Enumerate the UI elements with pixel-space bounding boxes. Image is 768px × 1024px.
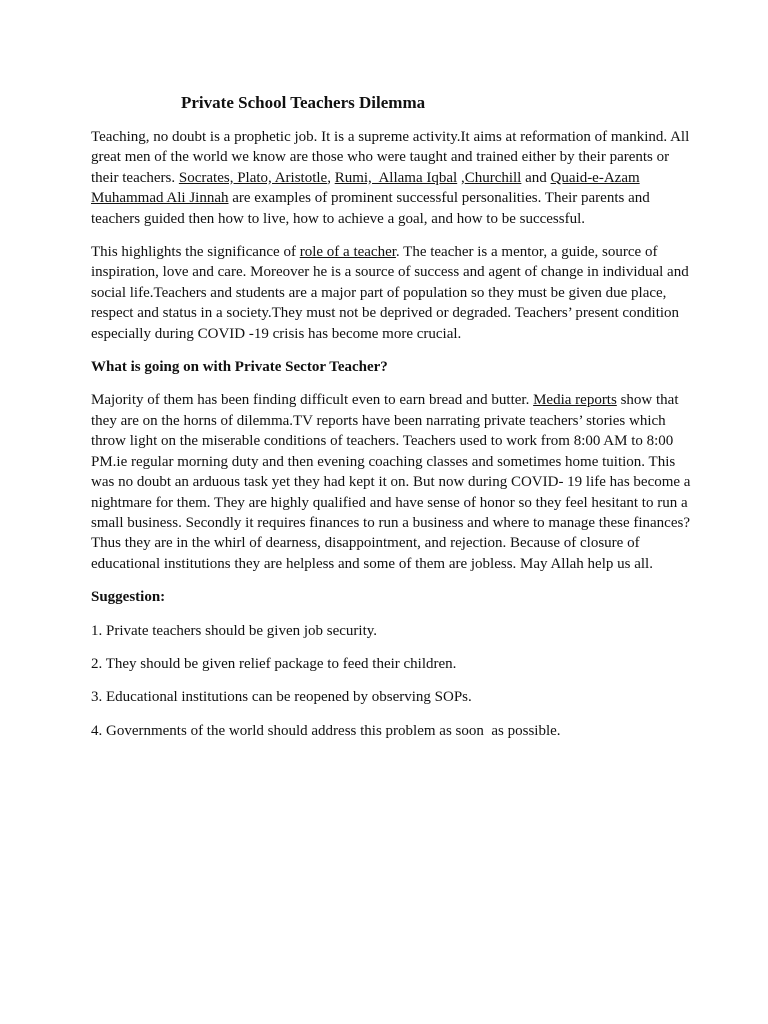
paragraph-text: This highlights the significance of <box>91 244 300 261</box>
paragraph-private-sector <box>91 390 691 574</box>
link-role-of-a-teacher[interactable]: role of a teacher <box>299 244 396 261</box>
link-rumi-allama-iqbal[interactable]: Rumi, Allama Iqbal <box>334 169 458 186</box>
suggestion-item: 3. Educational institutions can be reopened by observing SOPs. <box>91 689 472 706</box>
paragraph-text: . The teacher is a mentor, a guide, source of inspiration, love and care. Moreover he is a source of success and agent of change in individual and social life.Teachers and students are a major part of population so they must be given due place, respect and status in a society.They must not be deprived or degraded. Teachers’ present condition especially during COVID -19 crisis has become more crucial. <box>91 244 689 342</box>
link-quaid-e-azam[interactable]: Quaid-e-Azam Muhammad Ali Jinnah <box>91 169 640 207</box>
suggestion-item: 2. They should be given relief package to feed their children. <box>91 655 457 672</box>
link-churchill[interactable]: Churchill <box>464 169 522 186</box>
paragraph-text: and <box>521 169 551 186</box>
document-page <box>91 91 691 754</box>
link-media-reports[interactable]: Media reports <box>533 392 617 409</box>
heading-suggestion: Suggestion: <box>91 589 166 606</box>
paragraph-text: , <box>327 169 335 186</box>
paragraph-teacher-role <box>91 242 691 344</box>
paragraph-text: show that they are on the horns of dilemma.TV reports have been narrating private teachers’ stories which throw light on the miserable conditions of teachers. Teachers used to work from 8:00 AM to 8:00 PM.ie regular morning duty and then evening coaching classes and sometimes home tuition. This was no doubt an arduous task yet they had kept it on. But now during COVID- 19 life has become a nightmare for them. They are highly qualified and have sense of honor so they feel hesitant to run a small business. Secondly it requires finances to run a business and where to manage these finances? Thus they are in the whirl of dearness, disappointment, and rejection. Because of closure of educational institutions they are helpless and some of them are jobless. May Allah help us all. <box>91 392 691 572</box>
heading-private-sector: What is going on with Private Sector Teacher? <box>91 359 388 376</box>
paragraph-text: Majority of them has been finding difficult even to earn bread and butter. <box>91 392 534 409</box>
paragraph-text: are examples of prominent successful personalities. Their parents and teachers guided then how to live, how to achieve a goal, and how to be successful. <box>91 190 650 227</box>
document-title: Private School Teachers Dilemma <box>181 93 426 112</box>
suggestion-item: 1. Private teachers should be given job security. <box>91 622 378 639</box>
paragraph-text: , <box>457 169 465 186</box>
link-socrates-plato-aristotle[interactable]: Socrates, Plato, Aristotle <box>178 169 328 186</box>
suggestion-item: 4. Governments of the world should address this problem as soon as possible. <box>91 722 561 739</box>
paragraph-text: Teaching, no doubt is a prophetic job. It is a supreme activity.It aims at reformation of mankind. All great men of the world we know are those who were taught and trained either by their parents or their teachers. <box>91 129 690 186</box>
paragraph-intro <box>91 127 691 229</box>
